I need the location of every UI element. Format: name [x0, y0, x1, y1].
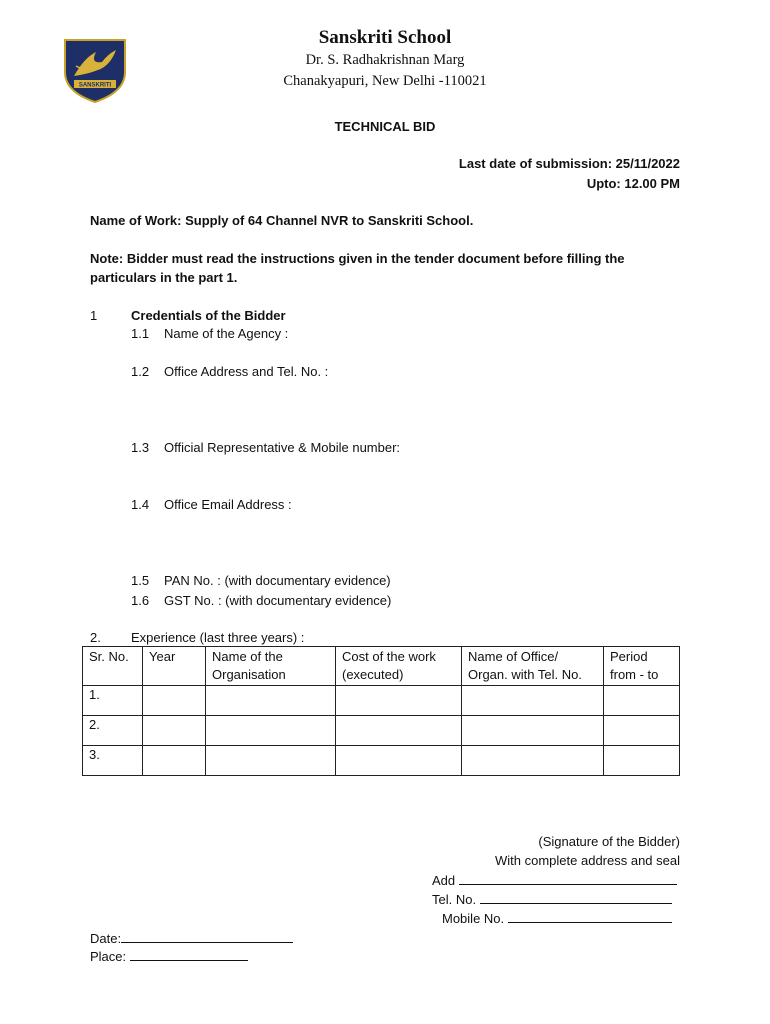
section-2-number: 2. [90, 630, 101, 645]
row-sr-no: 3. [83, 746, 143, 776]
table-header-row [83, 647, 680, 686]
doc-title: TECHNICAL BID [334, 119, 436, 134]
add-field [432, 872, 677, 888]
place-line[interactable] [130, 948, 248, 961]
table-row [83, 716, 680, 746]
section-2-title: Experience (last three years) : [131, 630, 305, 645]
header-organisation: Name of the Organisation [206, 647, 336, 686]
add-label: Add [432, 873, 456, 888]
address-line-2: Chanakyapuri, New Delhi -110021 [283, 73, 487, 89]
logo-text: SANSKRITI [78, 82, 112, 89]
item-1-6-text: GST No. : (with documentary evidence) [164, 593, 392, 608]
tel-field [432, 891, 672, 907]
header-cost: Cost of the work (executed) [336, 647, 462, 686]
address-seal-label: With complete address and seal [495, 853, 680, 868]
cell[interactable] [604, 686, 680, 716]
section-1-title: Credentials of the Bidder [131, 308, 286, 323]
table-row [83, 686, 680, 716]
header-sr-no: Sr. No. [83, 647, 143, 686]
cell[interactable] [604, 716, 680, 746]
place-label: Place: [90, 949, 127, 964]
cell[interactable] [336, 716, 462, 746]
row-sr-no: 1. [83, 686, 143, 716]
row-sr-no: 2. [83, 716, 143, 746]
cell[interactable] [336, 746, 462, 776]
header-year: Year [143, 647, 206, 686]
cell[interactable] [462, 716, 604, 746]
tel-label: Tel. No. [432, 892, 477, 907]
cell[interactable] [206, 746, 336, 776]
school-name: Sanskriti School [318, 27, 452, 48]
date-field [90, 930, 293, 946]
address-line-1: Dr. S. Radhakrishnan Marg [305, 52, 465, 68]
cell[interactable] [206, 686, 336, 716]
date-label: Date: [90, 931, 122, 946]
cell[interactable] [206, 716, 336, 746]
cell[interactable] [604, 746, 680, 776]
header-office: Name of Office/ Organ. with Tel. No. [462, 647, 604, 686]
note-line-1: Note: Bidder must read the instructions given in the tender document before filling the [90, 251, 625, 266]
item-1-6-num: 1.6 [131, 593, 150, 608]
upto-time: Upto: 12.00 PM [586, 176, 680, 191]
cell[interactable] [143, 716, 206, 746]
last-date: Last date of submission: 25/11/2022 [458, 156, 680, 171]
header-period: Period from - to [604, 647, 680, 686]
item-1-1-text: Name of the Agency : [164, 326, 289, 341]
item-1-5-num: 1.5 [131, 573, 150, 588]
table-row [83, 746, 680, 776]
item-1-4-text: Office Email Address : [164, 497, 292, 512]
cell[interactable] [462, 746, 604, 776]
mobile-label: Mobile No. [442, 911, 505, 926]
item-1-2-text: Office Address and Tel. No. : [164, 364, 329, 379]
name-of-work: Name of Work: Supply of 64 Channel NVR to Sanskriti School. [90, 213, 474, 228]
place-field [90, 948, 248, 964]
mobile-field [442, 910, 672, 926]
add-line[interactable] [459, 872, 677, 885]
item-1-3-num: 1.3 [131, 440, 150, 455]
mobile-line[interactable] [508, 910, 672, 923]
item-1-4-num: 1.4 [131, 497, 150, 512]
item-1-2-num: 1.2 [131, 364, 150, 379]
signature-label: (Signature of the Bidder) [538, 834, 680, 849]
cell[interactable] [143, 746, 206, 776]
item-1-1-num: 1.1 [131, 326, 150, 341]
cell[interactable] [143, 686, 206, 716]
experience-table [82, 646, 680, 776]
note-line-2: particulars in the part 1. [90, 270, 238, 285]
cell[interactable] [462, 686, 604, 716]
cell[interactable] [336, 686, 462, 716]
item-1-3-text: Official Representative & Mobile number: [164, 440, 401, 455]
tel-line[interactable] [480, 891, 672, 904]
item-1-5-text: PAN No. : (with documentary evidence) [164, 573, 391, 588]
date-line[interactable] [121, 930, 293, 943]
section-1-number: 1 [90, 308, 98, 323]
